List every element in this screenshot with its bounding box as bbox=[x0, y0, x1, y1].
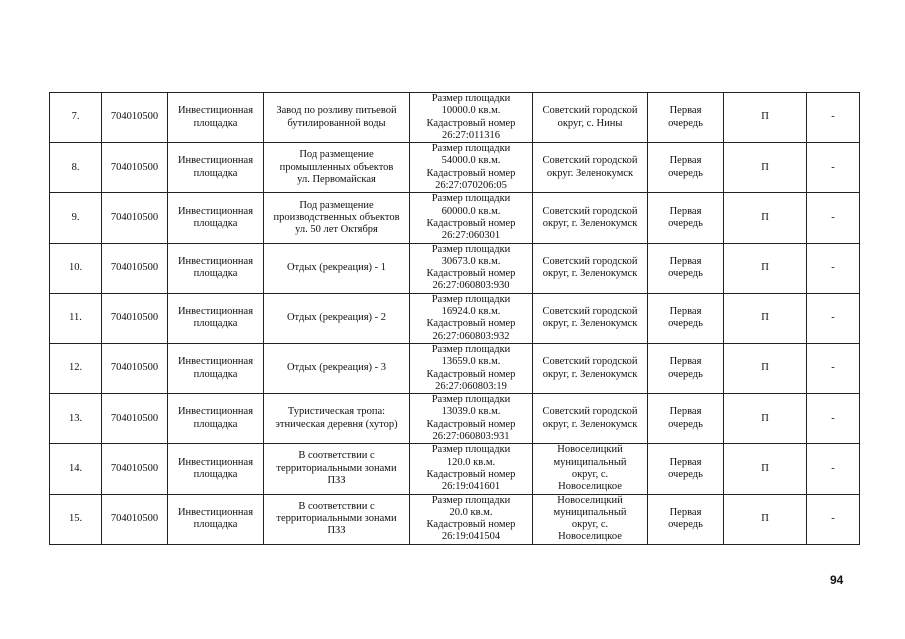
code-cell: 704010500 bbox=[102, 494, 168, 544]
row-number: 15. bbox=[50, 494, 102, 544]
investment-sites-table bbox=[49, 92, 860, 545]
table-row bbox=[50, 293, 860, 343]
dash-cell: - bbox=[807, 243, 860, 293]
table-row bbox=[50, 243, 860, 293]
dash-cell: - bbox=[807, 93, 860, 143]
queue-cell: Первая очередь bbox=[648, 93, 724, 143]
page-number: 94 bbox=[830, 573, 844, 587]
code-cell: 704010500 bbox=[102, 93, 168, 143]
site-location: Советский городской округ. Зеленокумск bbox=[533, 143, 648, 193]
table-row bbox=[50, 343, 860, 393]
p-cell: П bbox=[724, 444, 807, 494]
site-size: Размер площадки 13659.0 кв.м. Кадастровый номер 26:27:060803:19 bbox=[410, 343, 533, 393]
table-row bbox=[50, 143, 860, 193]
site-type: Инвестиционная площадка bbox=[168, 243, 264, 293]
queue-cell: Первая очередь bbox=[648, 243, 724, 293]
p-cell: П bbox=[724, 193, 807, 243]
p-cell: П bbox=[724, 343, 807, 393]
row-number: 12. bbox=[50, 343, 102, 393]
row-number: 14. bbox=[50, 444, 102, 494]
p-cell: П bbox=[724, 494, 807, 544]
site-location: Советский городской округ, г. Зеленокумск bbox=[533, 394, 648, 444]
site-name: Под размещение промышленных объектов ул. Первомайская bbox=[264, 143, 410, 193]
site-type: Инвестиционная площадка bbox=[168, 193, 264, 243]
row-number: 11. bbox=[50, 293, 102, 343]
site-location: Советский городской округ, г. Зеленокумск bbox=[533, 293, 648, 343]
p-cell: П bbox=[724, 243, 807, 293]
table-body bbox=[50, 93, 860, 545]
code-cell: 704010500 bbox=[102, 293, 168, 343]
p-cell: П bbox=[724, 394, 807, 444]
row-number: 13. bbox=[50, 394, 102, 444]
site-type: Инвестиционная площадка bbox=[168, 343, 264, 393]
site-size: Размер площадки 13039.0 кв.м. Кадастровый номер 26:27:060803:931 bbox=[410, 394, 533, 444]
site-size: Размер площадки 30673.0 кв.м. Кадастровый номер 26:27:060803:930 bbox=[410, 243, 533, 293]
site-type: Инвестиционная площадка bbox=[168, 444, 264, 494]
dash-cell: - bbox=[807, 293, 860, 343]
queue-cell: Первая очередь bbox=[648, 394, 724, 444]
row-number: 9. bbox=[50, 193, 102, 243]
row-number: 8. bbox=[50, 143, 102, 193]
site-name: В соответствии с территориальными зонами ПЗЗ bbox=[264, 444, 410, 494]
code-cell: 704010500 bbox=[102, 394, 168, 444]
queue-cell: Первая очередь bbox=[648, 444, 724, 494]
dash-cell: - bbox=[807, 143, 860, 193]
dash-cell: - bbox=[807, 494, 860, 544]
p-cell: П bbox=[724, 143, 807, 193]
code-cell: 704010500 bbox=[102, 343, 168, 393]
site-name: Туристическая тропа: этническая деревня (хутор) bbox=[264, 394, 410, 444]
row-number: 10. bbox=[50, 243, 102, 293]
site-type: Инвестиционная площадка bbox=[168, 494, 264, 544]
code-cell: 704010500 bbox=[102, 444, 168, 494]
code-cell: 704010500 bbox=[102, 143, 168, 193]
row-number: 7. bbox=[50, 93, 102, 143]
site-size: Размер площадки 10000.0 кв.м. Кадастровый номер 26:27:011316 bbox=[410, 93, 533, 143]
dash-cell: - bbox=[807, 343, 860, 393]
site-size: Размер площадки 120.0 кв.м. Кадастровый номер 26:19:041601 bbox=[410, 444, 533, 494]
site-type: Инвестиционная площадка bbox=[168, 143, 264, 193]
site-location: Советский городской округ, г. Зеленокумск bbox=[533, 193, 648, 243]
code-cell: 704010500 bbox=[102, 193, 168, 243]
site-size: Размер площадки 20.0 кв.м. Кадастровый номер 26:19:041504 bbox=[410, 494, 533, 544]
dash-cell: - bbox=[807, 193, 860, 243]
site-type: Инвестиционная площадка bbox=[168, 293, 264, 343]
queue-cell: Первая очередь bbox=[648, 494, 724, 544]
site-name: Отдых (рекреация) - 3 bbox=[264, 343, 410, 393]
site-size: Размер площадки 54000.0 кв.м. Кадастровый номер 26:27:070206:05 bbox=[410, 143, 533, 193]
table-row bbox=[50, 494, 860, 544]
table-row bbox=[50, 193, 860, 243]
queue-cell: Первая очередь bbox=[648, 293, 724, 343]
table-row bbox=[50, 93, 860, 143]
dash-cell: - bbox=[807, 394, 860, 444]
p-cell: П bbox=[724, 93, 807, 143]
p-cell: П bbox=[724, 293, 807, 343]
site-type: Инвестиционная площадка bbox=[168, 93, 264, 143]
site-size: Размер площадки 60000.0 кв.м. Кадастровый номер 26:27:060301 bbox=[410, 193, 533, 243]
site-location: Советский городской округ, г. Зеленокумск bbox=[533, 243, 648, 293]
queue-cell: Первая очередь bbox=[648, 193, 724, 243]
code-cell: 704010500 bbox=[102, 243, 168, 293]
site-name: В соответствии с территориальными зонами ПЗЗ bbox=[264, 494, 410, 544]
site-location: Новоселицкий муниципальный округ, с. Новоселицкое bbox=[533, 444, 648, 494]
site-name: Отдых (рекреация) - 1 bbox=[264, 243, 410, 293]
dash-cell: - bbox=[807, 444, 860, 494]
site-location: Новоселицкий муниципальный округ, с. Новоселицкое bbox=[533, 494, 648, 544]
site-name: Отдых (рекреация) - 2 bbox=[264, 293, 410, 343]
site-name: Под размещение производственных объектов ул. 50 лет Октября bbox=[264, 193, 410, 243]
table-row bbox=[50, 444, 860, 494]
site-type: Инвестиционная площадка bbox=[168, 394, 264, 444]
site-name: Завод по розливу питьевой бутилированной воды bbox=[264, 93, 410, 143]
table-row bbox=[50, 394, 860, 444]
queue-cell: Первая очередь bbox=[648, 143, 724, 193]
site-size: Размер площадки 16924.0 кв.м. Кадастровый номер 26:27:060803:932 bbox=[410, 293, 533, 343]
site-location: Советский городской округ, г. Зеленокумск bbox=[533, 343, 648, 393]
queue-cell: Первая очередь bbox=[648, 343, 724, 393]
site-location: Советский городской округ, с. Нины bbox=[533, 93, 648, 143]
